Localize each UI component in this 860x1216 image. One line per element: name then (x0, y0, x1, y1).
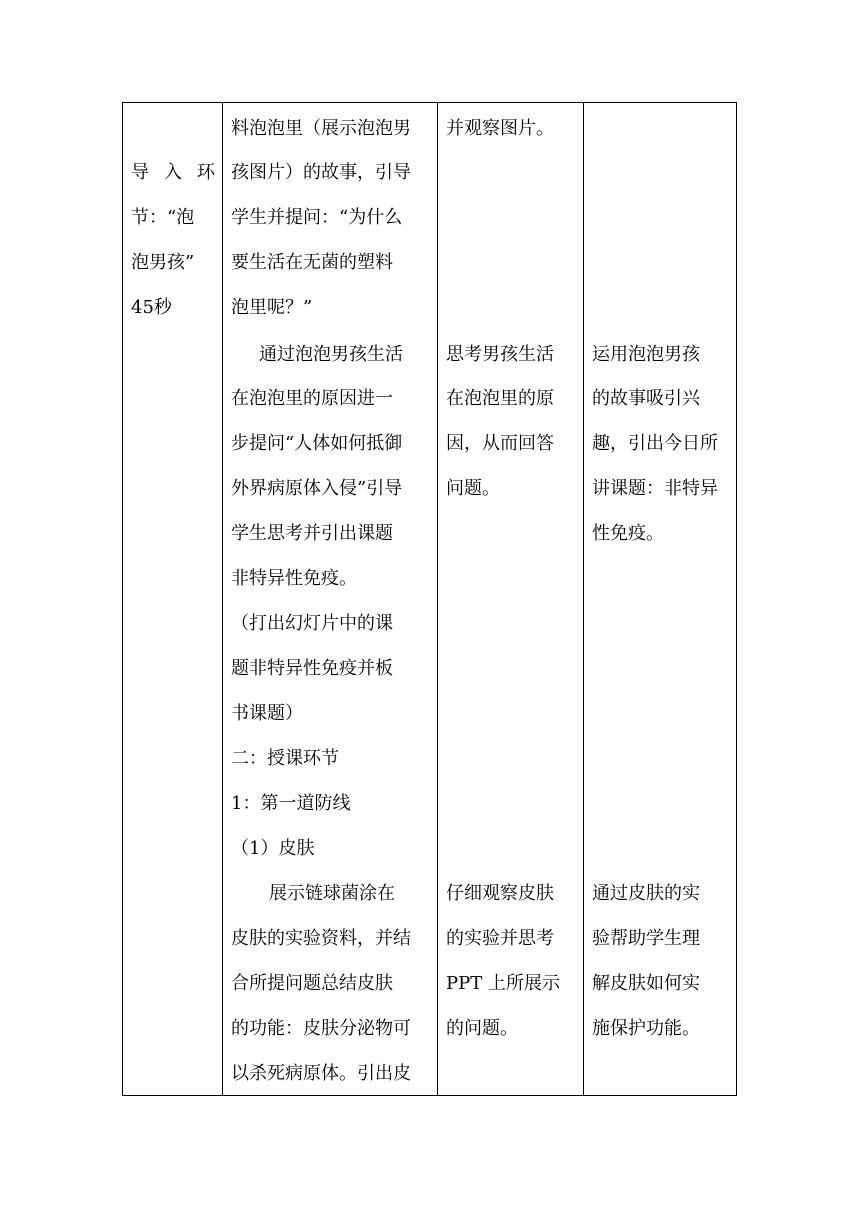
teacher-line: 学生并提问：“为什么 (231, 207, 403, 228)
teacher-line: 学生思考并引出课题 (231, 523, 393, 544)
teacher-line: 书课题） (231, 703, 303, 724)
teacher-line: 合所提问题总结皮肤 (231, 973, 393, 994)
student-line: 仔细观察皮肤 (446, 883, 554, 904)
lesson-plan-table (122, 102, 737, 1096)
student-line: 在泡泡里的原 (446, 388, 554, 409)
stage-char: 入 (164, 162, 182, 183)
column-divider (222, 103, 223, 1095)
stage-line: 节：“泡 (131, 207, 195, 228)
column-divider (583, 103, 584, 1095)
intent-line: 性免疫。 (592, 523, 664, 544)
intent-line: 通过皮肤的实 (592, 883, 700, 904)
intent-line: 解皮肤如何实 (592, 973, 700, 994)
intent-line: 趣，引出今日所 (592, 433, 718, 454)
teacher-line: 步提问“人体如何抵御 (231, 433, 403, 454)
student-line: 的实验并思考 (446, 928, 554, 949)
stage-line: 45秒 (131, 297, 172, 318)
student-line: 因，从而回答 (446, 433, 554, 454)
intent-line: 讲课题：非特异 (592, 478, 718, 499)
teacher-line: 通过泡泡男孩生活 (259, 344, 403, 365)
teacher-line: 1：第一道防线 (231, 793, 351, 814)
teacher-line: 要生活在无菌的塑料 (231, 252, 393, 273)
teacher-line: 非特异性免疫。 (231, 568, 357, 589)
teacher-line: 外界病原体入侵”引导 (231, 478, 403, 499)
stage-line (131, 158, 215, 188)
teacher-line: 的功能：皮肤分泌物可 (231, 1018, 411, 1039)
teacher-line: 泡里呢？” (231, 297, 313, 318)
teacher-line: （1）皮肤 (231, 838, 315, 859)
teacher-line: 料泡泡里（展示泡泡男 (231, 118, 411, 139)
intent-line: 运用泡泡男孩 (592, 344, 700, 365)
teacher-line: 二：授课环节 (231, 748, 339, 769)
teacher-line: 皮肤的实验资料，并结 (231, 928, 411, 949)
teacher-line: （打出幻灯片中的课 (231, 613, 393, 634)
stage-line: 泡男孩” (131, 252, 195, 273)
student-line: 的问题。 (446, 1018, 518, 1039)
teacher-line: 在泡泡里的原因进一 (231, 388, 393, 409)
student-line: 思考男孩生活 (446, 344, 554, 365)
teacher-line: 以杀死病原体。引出皮 (231, 1063, 411, 1084)
teacher-line: 题非特异性免疫并板 (231, 658, 393, 679)
stage-char: 导 (131, 162, 149, 183)
stage-char: 环 (197, 162, 215, 183)
intent-line: 的故事吸引兴 (592, 388, 700, 409)
student-line: 并观察图片。 (446, 118, 554, 139)
teacher-line: 展示链球菌涂在 (269, 883, 395, 904)
intent-line: 施保护功能。 (592, 1018, 700, 1039)
intent-line: 验帮助学生理 (592, 928, 700, 949)
column-divider (437, 103, 438, 1095)
student-line: PPT 上所展示 (446, 973, 560, 994)
teacher-line: 孩图片）的故事，引导 (231, 162, 411, 183)
student-line: 问题。 (446, 478, 500, 499)
